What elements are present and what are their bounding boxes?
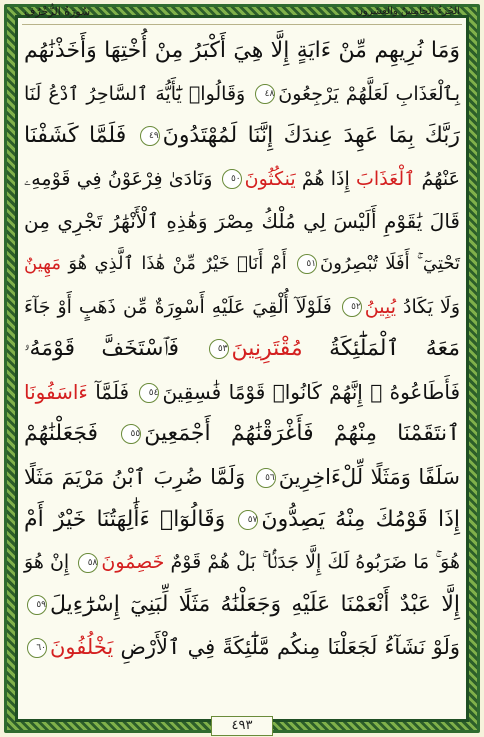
verse-text: قَالَ يَٰقَوْمِ أَلَيْسَ لِي مُلْكُ مِصْرَ وَهَٰذِهِ ٱلْأَنْهَٰرُ تَجْرِي مِن (24, 209, 460, 234)
ayah-number-marker: ٥٨ (78, 553, 98, 573)
verse-text: فَٱسْتَخَفَّ قَوْمَهُۥ (24, 336, 206, 362)
verse-text: رَبَّكَ بِمَا عَهِدَ عِندَكَ إِنَّنَا لَمُهْتَدُونَ (162, 123, 460, 149)
text-line (24, 77, 460, 111)
emphasized-word: مُقْتَرِنِينَ (231, 336, 303, 362)
verse-text: سَلَفًا وَمَثَلًا لِّلْءَاخِرِينَ (278, 465, 460, 489)
verse-text: مَعَهُ ٱلْمَلَٰٓئِكَةُ (302, 336, 460, 362)
verse-text: أَمْ أَنَا۠ خَيْرٌ مِّنْ هَٰذَا ٱلَّذِي هُوَ (61, 253, 295, 274)
text-line (24, 630, 460, 664)
ayah-number-marker: ٦٠ (27, 638, 47, 658)
verse-text: عَنْهُمُ (415, 167, 460, 190)
text-line (24, 460, 460, 494)
emphasized-word: ٱلْعَذَابَ (356, 167, 416, 190)
emphasized-word: مَهِينٌ (24, 253, 62, 274)
verse-text: وَقَالُوٓا۟ ءَأَٰلِهَتُنَا خَيْرٌ أَمْ (24, 506, 236, 532)
text-line (24, 503, 460, 537)
ayah-number-marker: ٥٣ (209, 339, 229, 359)
verse-text: هُوَ ۚ مَا ضَرَبُوهُ لَكَ إِلَّا جَدَلًۢا ۚ بَلْ هُمْ قَوْمٌ (164, 551, 461, 574)
verse-text: تَحْتِيٓ ۚ أَفَلَا تُبْصِرُونَ (320, 253, 460, 274)
emphasized-word: يَخْلُفُونَ (50, 635, 114, 660)
verse-text: بِٱلْعَذَابِ لَعَلَّهُمْ يَرْجِعُونَ (278, 82, 460, 105)
emphasized-word: ءَاسَفُونَا (24, 379, 88, 404)
verse-text: إِلَّا عَبْدٌ أَنْعَمْنَا عَلَيْهِ وَجَعَلْنَٰهُ مَثَلًا لِّبَنِيٓ إِسْرَٰٓءِيلَ (50, 591, 460, 617)
quran-text-area (24, 34, 460, 674)
text-line (24, 417, 460, 451)
page-header (18, 5, 466, 25)
ayah-number-marker: ٥٥ (121, 424, 141, 444)
surah-name: سُورَةُ الزُّخْرُفِ (24, 5, 91, 18)
header-divider (22, 24, 462, 25)
ayah-number-marker: ٥١ (297, 254, 317, 274)
verse-text: وَلَمَّا ضُرِبَ ٱبْنُ مَرْيَمَ مَثَلًا (24, 465, 253, 489)
text-line (24, 119, 460, 153)
verse-text: فَجَعَلْنَٰهُمْ (24, 421, 119, 447)
emphasized-word: يَنكُثُونَ (244, 167, 296, 190)
verse-text: إِذَا قَوْمُكَ مِنْهُ يَصِدُّونَ (261, 506, 460, 532)
ayah-number-marker: ٥٦ (256, 468, 276, 488)
ayah-number-marker: ٥٢ (342, 297, 362, 317)
ayah-number-marker: ٥٤ (139, 383, 159, 403)
verse-text: وَنَادَىٰ فِرْعَوْنُ فِي قَوْمِهِۦ (24, 167, 219, 190)
text-line (24, 162, 460, 196)
page-number: ٤٩٣ (211, 716, 273, 736)
verse-text: فَلَوْلَآ أُلْقِيَ عَلَيْهِ أَسْوِرَةٌ مِّن ذَهَبٍ أَوْ جَآءَ (24, 295, 339, 318)
text-line (24, 375, 460, 409)
ayah-number-marker: ٤٩ (140, 126, 160, 146)
page-footer (0, 714, 484, 732)
text-line (24, 34, 460, 68)
verse-text: وَلَوْ نَشَآءُ لَجَعَلْنَا مِنكُم مَّلَٰٓئِكَةً فِي ٱلْأَرْضِ (113, 635, 460, 660)
ayah-number-marker: ٥٠ (222, 169, 242, 189)
verse-text: فَأَطَاعُوهُ ۚ إِنَّهُمْ كَانُوا۟ قَوْمًا فَٰسِقِينَ (162, 379, 461, 404)
ayah-number-marker: ٥٧ (238, 510, 258, 530)
verse-text: إِنْ هُوَ (24, 551, 76, 574)
text-line (24, 290, 460, 324)
verse-text: وَقَالُوا۟ يَٰٓأَيُّهَ ٱلسَّاحِرُ ٱدْعُ لَنَا (24, 82, 253, 105)
juz-name: الجُزءُ الخامِسُ والعِشرون (355, 6, 460, 17)
verse-text: وَمَا نُرِيهِم مِّنْ ءَايَةٍ إِلَّا هِيَ أَكْبَرُ مِنْ أُخْتِهَا وَأَخَذْنَٰهُم (24, 38, 460, 63)
emphasized-word: خَصِمُونَ (101, 551, 165, 574)
verse-text: إِذَا هُمْ (295, 167, 357, 190)
verse-text: وَلَا يَكَادُ (396, 295, 461, 318)
ayah-number-marker: ٥٩ (27, 595, 47, 615)
text-line (24, 588, 460, 622)
text-line (24, 332, 460, 366)
text-line (24, 247, 460, 281)
ayah-number-marker: ٤٨ (255, 84, 275, 104)
verse-text: ٱنتَقَمْنَا مِنْهُمْ فَأَغْرَقْنَٰهُمْ أَجْمَعِينَ (144, 421, 461, 447)
verse-text: فَلَمَّا كَشَفْنَا (24, 123, 137, 149)
verse-text: فَلَمَّآ (87, 379, 137, 404)
text-line (24, 204, 460, 238)
text-line (24, 545, 460, 579)
emphasized-word: يُبِينُ (364, 295, 396, 318)
